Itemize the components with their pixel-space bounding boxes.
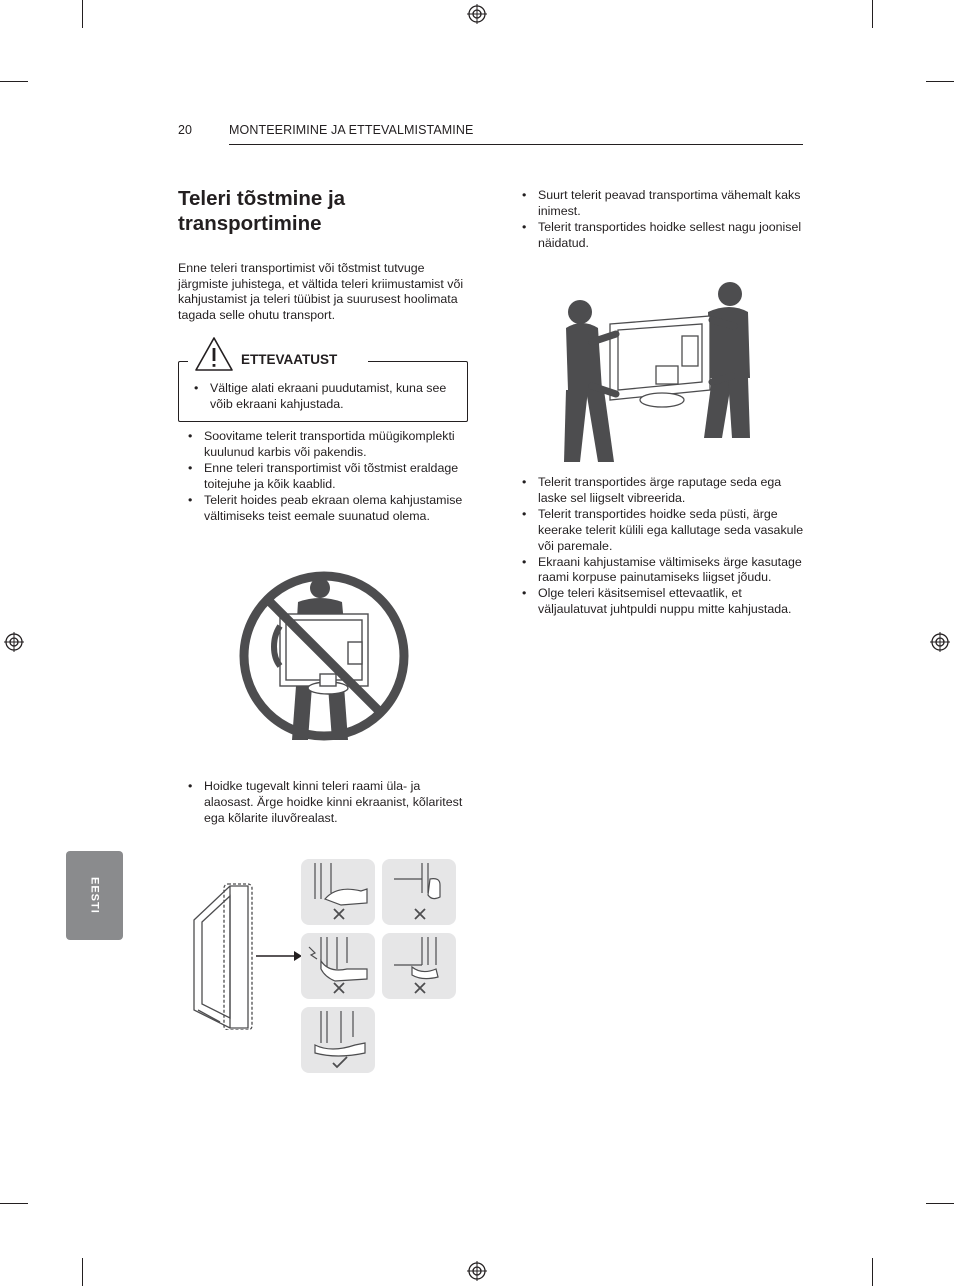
language-tab-label-wrap [66,851,123,940]
header-rule [229,144,803,145]
caution-item: • Vältige alati ekraani puudutamist, kuna see võib ekraani kahjustada. [184,381,454,413]
crop-mark [0,81,28,82]
list-item: • Telerit transportides ärge raputage seda ega laske sel liigselt vibreerida. [512,475,807,507]
intro-paragraph: Enne teleri transportimist või tõstmist tutvuge järgmiste juhistega, et vältida teleri kriimustamist või kahjustamist ja teleri tüübist ja suurusest hoolimata tagada selle ohutu transport. [178,261,464,323]
crop-mark [872,1258,873,1286]
bullet-list [512,188,802,252]
registration-mark-icon [4,632,24,652]
crop-mark [82,1258,83,1286]
registration-mark-icon [467,1261,487,1281]
list-item: • Soovitame telerit transportida müügikomplekti kuulunud karbis või pakendis. [178,429,478,461]
grip-panel-wrong [382,859,456,925]
crop-mark [926,1203,954,1204]
registration-mark-icon [467,4,487,24]
language-tab-label: EESTI [88,877,101,914]
crop-mark [872,0,873,28]
registration-mark-icon [930,632,950,652]
page-number: 20 [178,123,192,137]
list-item: • Ekraani kahjustamise vältimiseks ärge kasutage raami korpuse painutamiseks liigset jõudu. [512,555,807,587]
grip-panel-wrong [301,859,375,925]
list-item: • Telerit transportides hoidke seda püsti, ärge keerake telerit külili ega kallutage seda vasakule või paremale. [512,507,807,555]
section-title: MONTEERIMINE JA ETTEVALMISTAMINE [229,123,474,137]
grip-panel-wrong [301,933,375,999]
list-item: • Hoidke tugevalt kinni teleri raami üla- ja alaosast. Ärge hoidke kinni ekraanist, kõlaritest ega kõlarite iluvõrealast. [178,779,468,827]
bullet-list [178,779,468,827]
list-item: • Telerit hoides peab ekraan olema kahjustamise vältimiseks teist eemale suunatud olema. [178,493,478,525]
prohibited-carry-illustration [236,568,412,744]
grip-panel-correct [301,1007,375,1073]
list-item: • Telerit transportides hoidke sellest nagu joonisel näidatud. [512,220,802,252]
warning-triangle-icon [194,336,234,372]
tv-side-illustration [190,880,306,1030]
caution-label: ETTEVAATUST [241,352,338,367]
caution-list [184,381,454,413]
crop-mark [0,1203,28,1204]
list-item: • Olge teleri käsitsemisel ettevaatlik, et väljaulatuvat juhtpuldi nuppu mitte kahjustada. [512,586,807,618]
grip-panel-wrong [382,933,456,999]
list-item: • Suurt telerit peavad transportima vähemalt kaks inimest. [512,188,802,220]
crop-mark [926,81,954,82]
page-title: Teleri tõstmine ja transportimine [178,187,346,235]
crop-mark [82,0,83,28]
bullet-list [178,429,478,524]
list-item: • Enne teleri transportimist või tõstmist eraldage toitejuhe ja kõik kaablid. [178,461,478,493]
two-person-carry-illustration [562,278,756,464]
bullet-list [512,475,807,618]
